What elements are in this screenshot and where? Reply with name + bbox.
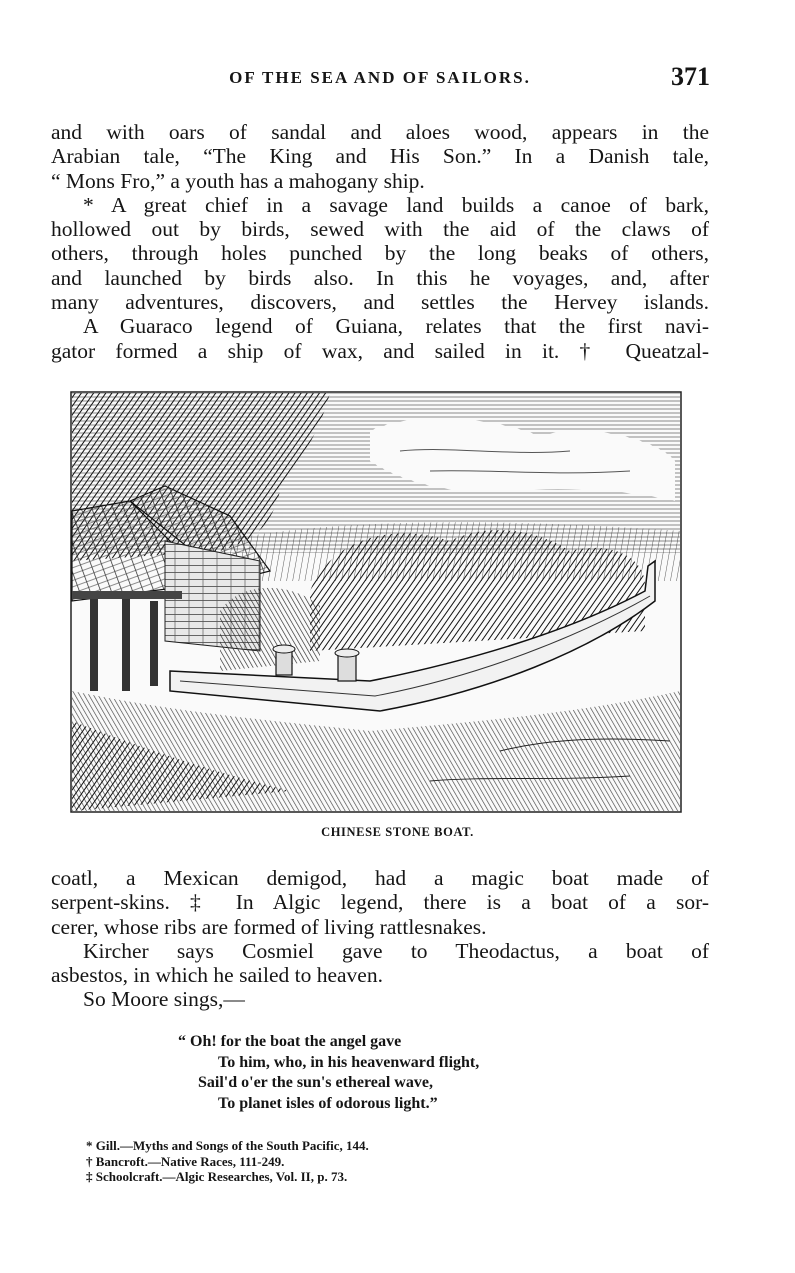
text-line: serpent-skins. ‡ In Algic legend, there is a boat of a sor- bbox=[51, 890, 709, 915]
footnote: * Gill.—Myths and Songs of the South Pacific, 144. bbox=[86, 1138, 369, 1153]
illustration-caption: CHINESE STONE BOAT. bbox=[321, 825, 474, 839]
text-line: gator formed a ship of wax, and sailed in it. † Queatzal- bbox=[51, 338, 709, 363]
text-line: So Moore sings,— bbox=[83, 987, 245, 1012]
text-line: “ Mons Fro,” a youth has a mahogany ship. bbox=[51, 168, 425, 193]
body-text-bottom bbox=[51, 866, 709, 1012]
text-line: Kircher says Cosmiel gave to Theodactus, a boat of bbox=[83, 938, 709, 963]
text-line: asbestos, in which he sailed to heaven. bbox=[51, 963, 383, 988]
footnotes bbox=[86, 1138, 586, 1185]
verse-line: Sail'd o'er the sun's ethereal wave, bbox=[198, 1074, 433, 1091]
text-line: Arabian tale, “The King and His Son.” In a Danish tale, bbox=[51, 144, 709, 169]
text-line: cerer, whose ribs are formed of living rattlesnakes. bbox=[51, 914, 487, 939]
body-text-top bbox=[51, 120, 709, 363]
text-line: many adventures, discovers, and settles the Hervey islands. bbox=[51, 290, 709, 315]
text-line: coatl, a Mexican demigod, had a magic boat made of bbox=[51, 866, 709, 890]
text-line: and launched by birds also. In this he voyages, and, after bbox=[51, 265, 709, 290]
text-line: and with oars of sandal and aloes wood, appears in the bbox=[51, 120, 709, 144]
text-line: hollowed out by birds, sewed with the aid of the claws of bbox=[51, 217, 709, 242]
quoted-verse bbox=[178, 1032, 638, 1114]
running-head bbox=[50, 62, 710, 94]
text-line: A Guaraco legend of Guiana, relates that the first navi- bbox=[83, 314, 709, 339]
footnote: † Bancroft.—Native Races, 111-249. bbox=[86, 1153, 285, 1169]
footnote: ‡ Schoolcraft.—Algic Researches, Vol. II, p. 73. bbox=[86, 1169, 348, 1184]
chinese-stone-boat-engraving bbox=[70, 391, 682, 813]
text-line: * A great chief in a savage land builds a canoe of bark, bbox=[83, 192, 709, 217]
verse-line: To him, who, in his heavenward flight, bbox=[218, 1053, 480, 1071]
page-number: 371 bbox=[671, 62, 710, 91]
text-line: others, through holes punched by the long beaks of others, bbox=[51, 241, 709, 266]
running-title: OF THE SEA AND OF SAILORS. bbox=[229, 68, 531, 87]
verse-line: “ Oh! for the boat the angel gave bbox=[178, 1033, 402, 1050]
verse-line: To planet isles of odorous light.” bbox=[218, 1094, 438, 1112]
